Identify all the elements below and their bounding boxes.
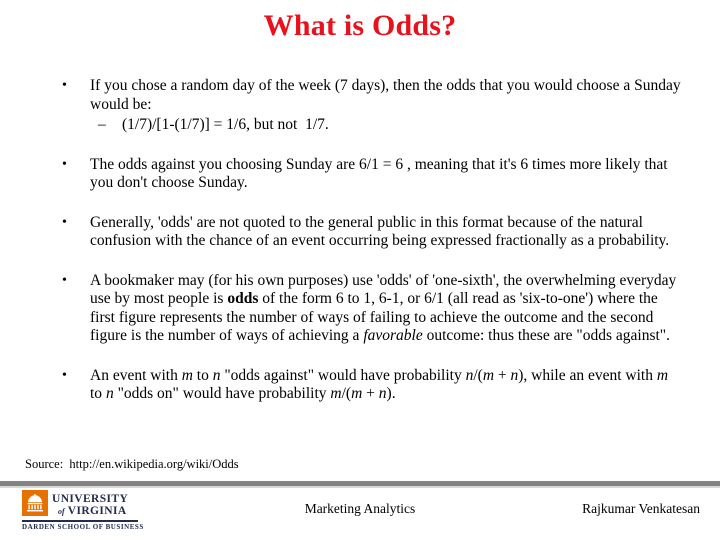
sub-bullet-item xyxy=(98,116,684,135)
logo-virginia-word: VIRGINIA xyxy=(67,505,127,518)
bullet-marker: • xyxy=(62,272,67,288)
bullet-text: Generally, 'odds' are not quoted to the general public in this format because of the natural confusion with the chance of an event occurring being expressed fractionally as a probability. xyxy=(90,213,670,249)
bullet-marker: • xyxy=(62,214,67,230)
bullet-list xyxy=(62,77,684,404)
footer-author-name: Rajkumar Venkatesan xyxy=(582,501,700,516)
footer-course-title: Marketing Analytics xyxy=(304,501,416,516)
bullet-item xyxy=(62,272,684,346)
bullet-text: The odds against you choosing Sunday are 6/1 = 6 , meaning that it's 6 times more likely that you don't choose Sunday. xyxy=(90,155,668,191)
footer-divider xyxy=(0,481,720,488)
bullet-item xyxy=(62,367,684,404)
bullet-marker: • xyxy=(62,78,67,93)
bullet-text: A bookmaker may (for his own purposes) use 'odds' of 'one-sixth', the overwhelming everyday use by most people is odds of the form 6 to 1, 6-1, or 6/1 (all read as 'six-to-one') where the first figure represents the number of ways of failing to achieve the outcome and the second figure is the number of ways of achieving a favorable outcome: thus these are "odds against". xyxy=(90,271,677,344)
bullet-text: An event with m to n "odds against" would have probability n/(m + n), while an event with m to n "odds on" would have probability m/(m + n). xyxy=(90,366,669,402)
bullet-text: If you chose a random day of the week (7 days), then the odds that you would choose a Sunday would be: xyxy=(90,77,681,113)
bullet-marker: – xyxy=(98,116,106,133)
logo-darden-text: DARDEN SCHOOL OF BUSINESS xyxy=(22,520,138,531)
logo-university-text: UNIVERSITY xyxy=(52,493,129,505)
bullet-item xyxy=(62,77,684,114)
logo-of-text: of xyxy=(58,507,65,517)
bullet-marker: • xyxy=(62,156,67,172)
bullet-text: (1/7)/[1-(1/7)] = 1/6, but not 1/7. xyxy=(122,116,329,133)
source-line: Source: http://en.wikipedia.org/wiki/Odds xyxy=(25,457,239,471)
footer xyxy=(0,488,720,540)
page-title: What is Odds? xyxy=(263,9,457,42)
bullet-item xyxy=(62,156,684,193)
bullet-marker: • xyxy=(62,367,67,383)
bullet-item xyxy=(62,214,684,251)
